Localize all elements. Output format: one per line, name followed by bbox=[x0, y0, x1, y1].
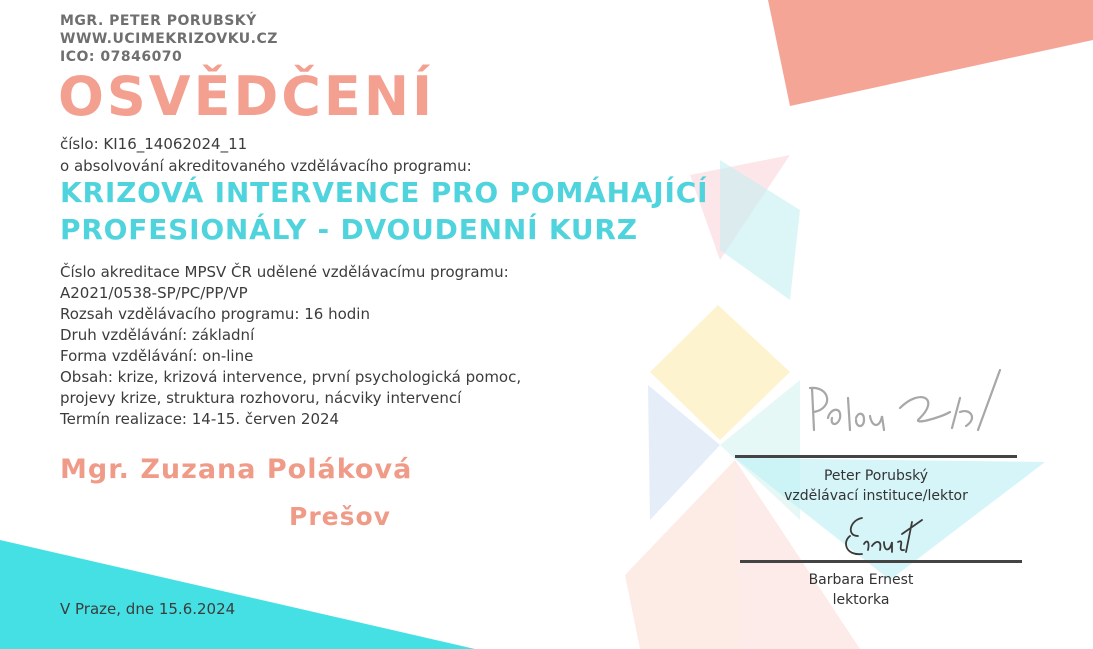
course-details bbox=[60, 262, 521, 430]
issuer-website: WWW.UCIMEKRIZOVKU.CZ bbox=[60, 31, 278, 47]
signature-line-1 bbox=[735, 455, 1017, 458]
issuer-name: MGR. PETER PORUBSKÝ bbox=[60, 13, 257, 29]
course-title-line2: PROFESIONÁLY - DVOUDENNÍ KURZ bbox=[60, 213, 638, 246]
recipient-city: Prešov bbox=[289, 502, 391, 531]
detail-line: projevy krize, struktura rozhovoru, nácviky intervencí bbox=[60, 389, 462, 407]
recipient-name: Mgr. Zuzana Poláková bbox=[60, 454, 413, 485]
detail-line: Rozsah vzdělávacího programu: 16 hodin bbox=[60, 305, 370, 323]
certificate-number: číslo: KI16_14062024_11 bbox=[60, 135, 248, 153]
signature-line-2 bbox=[740, 560, 1022, 563]
detail-line: Forma vzdělávání: on-line bbox=[60, 347, 254, 365]
course-title bbox=[60, 174, 708, 248]
certificate-title: OSVĚDČENÍ bbox=[58, 65, 436, 128]
signature-image-1 bbox=[800, 368, 1010, 448]
bottom-left-turquoise-shape bbox=[0, 540, 475, 649]
issuer-block bbox=[60, 12, 278, 66]
detail-line: Číslo akreditace MPSV ČR udělené vzdělávacímu programu: bbox=[60, 263, 509, 281]
signature-block-1 bbox=[735, 466, 1017, 506]
signatory-role: vzdělávací instituce/lektor bbox=[784, 488, 968, 504]
top-right-salmon-shape bbox=[768, 0, 1093, 106]
signature-block-2 bbox=[720, 570, 1002, 610]
detail-line: A2021/0538-SP/PC/PP/VP bbox=[60, 284, 248, 302]
issuer-ico: ICO: 07846070 bbox=[60, 49, 183, 65]
detail-line: Obsah: krize, krizová intervence, první psychologická pomoc, bbox=[60, 368, 522, 386]
detail-line: Druh vzdělávání: základní bbox=[60, 326, 255, 344]
signatory-role: lektorka bbox=[832, 592, 890, 608]
signature-image-2 bbox=[840, 512, 930, 560]
tangram-peach-triangle bbox=[625, 460, 740, 649]
issue-place-date: V Praze, dne 15.6.2024 bbox=[60, 600, 236, 618]
detail-line: Termín realizace: 14-15. červen 2024 bbox=[60, 410, 340, 428]
course-title-line1: KRIZOVÁ INTERVENCE PRO POMÁHAJÍCÍ bbox=[60, 176, 709, 209]
signatory-name: Barbara Ernest bbox=[808, 572, 914, 588]
signatory-name: Peter Porubský bbox=[823, 468, 929, 484]
certificate-intro: o absolvování akreditovaného vzdělávacího programu: bbox=[60, 157, 472, 175]
